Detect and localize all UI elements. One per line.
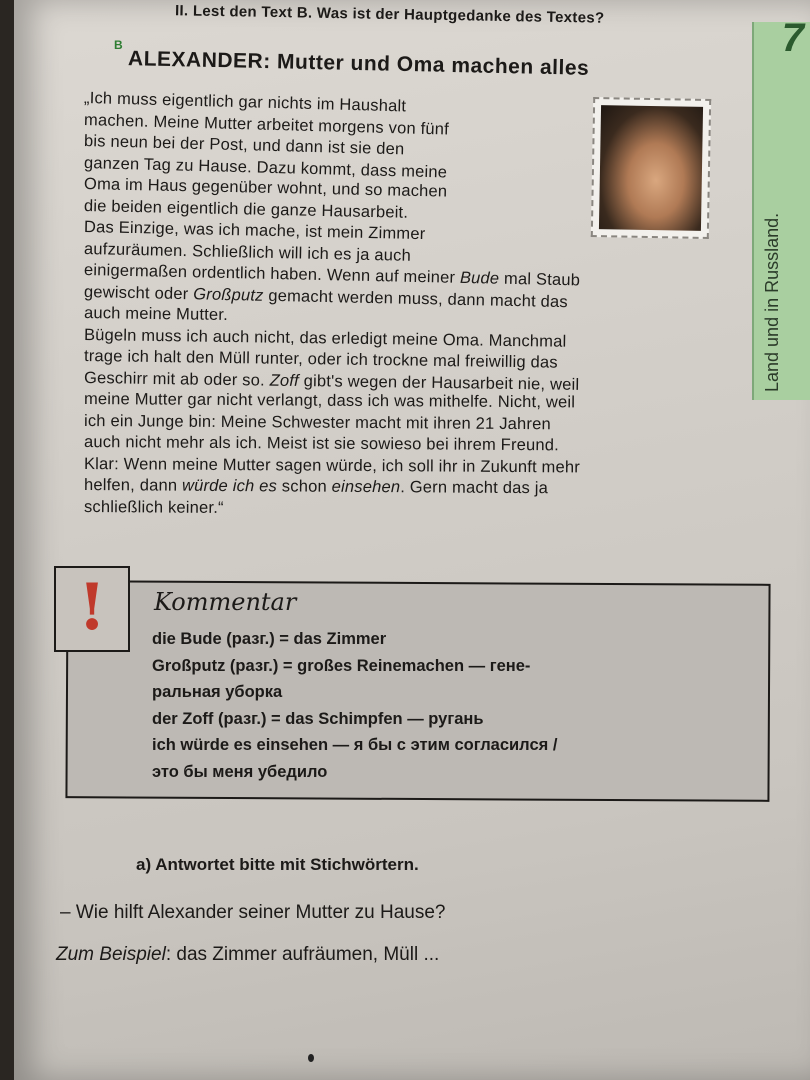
text-line: gewischt oder Großputz gemacht werden muss, dann macht das — [83, 282, 569, 311]
task-heading: II. Lest den Text B. Was ist der Hauptgedanke des Textes? — [174, 2, 605, 27]
attention-mark-box — [54, 566, 130, 652]
chapter-tab-text: Land und in Russland. — [762, 212, 782, 392]
text-line: meine Mutter gar nicht verlangt, dass ich was mithelfe. Nicht, weil — [83, 390, 576, 412]
reading-text — [84, 88, 744, 518]
comment-vocabulary — [152, 626, 762, 785]
chapter-side-tab — [752, 16, 810, 400]
exercise-label: a) Antwortet bitte mit Stichwörtern. — [136, 855, 419, 874]
example-label: Zum Beispiel — [56, 944, 166, 965]
textbook-page — [14, 0, 810, 1080]
vocab-line: Großputz (разг.) = großes Reinemachen — гене- — [152, 656, 531, 675]
text-line: auch meine Mutter. — [83, 304, 229, 325]
text-line: Geschirr mit ab oder so. Zoff gibt's wegen der Hausarbeit nie, weil — [83, 368, 580, 394]
chapter-number: 7 — [781, 16, 804, 60]
vocab-line: ich würde es einsehen — я бы с этим согласился / — [152, 736, 558, 754]
text-line: ganzen Tag zu Hause. Dazu kommt, dass meine — [83, 153, 448, 182]
vocab-line: это бы меня убедило — [152, 762, 328, 781]
text-line: aufzuräumen. Schließlich will ich es ja auch — [83, 239, 412, 265]
example-text: : das Zimmer aufräumen, Müll ... — [165, 944, 440, 965]
text-line: Klar: Wenn meine Mutter sagen würde, ich soll ihr in Zukunft mehr — [83, 454, 581, 476]
vocab-line: die Bude (разг.) = das Zimmer — [152, 630, 387, 648]
text-title: ALEXANDER: Mutter und Oma machen alles — [127, 47, 590, 80]
exclamation-icon: ! — [78, 570, 107, 645]
text-line: machen. Meine Mutter arbeitet morgens von fünf — [83, 110, 450, 139]
comment-title: Kommentar — [154, 588, 297, 616]
text-line: Das Einzige, was ich mache, ist mein Zimmer — [83, 218, 426, 244]
text-line: auch nicht mehr als ich. Meist ist sie sowieso bei ihrem Freund. — [83, 433, 560, 455]
text-line: Oma im Haus gegenüber wohnt, und so machen — [83, 175, 448, 201]
text-line: trage ich halt den Müll runter, oder ich trockne mal freiwillig das — [83, 347, 558, 372]
text-line: Bügeln muss ich auch nicht, das erledigt meine Oma. Manchmal — [83, 325, 567, 351]
vocab-line: ральная уборка — [152, 683, 283, 701]
text-line: schließlich keiner.“ — [83, 497, 224, 517]
section-letter: B — [114, 38, 123, 52]
text-line: „Ich muss eigentlich gar nichts im Haushalt — [83, 89, 407, 116]
text-line: einigermaßen ordentlich haben. Wenn auf meiner Bude mal Staub — [83, 261, 581, 290]
text-line: die beiden eigentlich die ganze Hausarbeit. — [83, 196, 409, 222]
text-line: helfen, dann würde ich es schon einsehen. Gern macht das ja — [83, 476, 549, 498]
text-line: bis neun bei der Post, und dann ist sie den — [83, 132, 405, 159]
exercise-question: – Wie hilft Alexander seiner Mutter zu Hause? — [60, 902, 446, 923]
vocab-line: der Zoff (разг.) = das Schimpfen — ругань — [152, 709, 484, 728]
page-mark — [308, 1054, 314, 1062]
exercise-example — [56, 944, 439, 966]
text-line: ich ein Junge bin: Meine Schwester macht mit ihren 21 Jahren — [83, 411, 551, 433]
